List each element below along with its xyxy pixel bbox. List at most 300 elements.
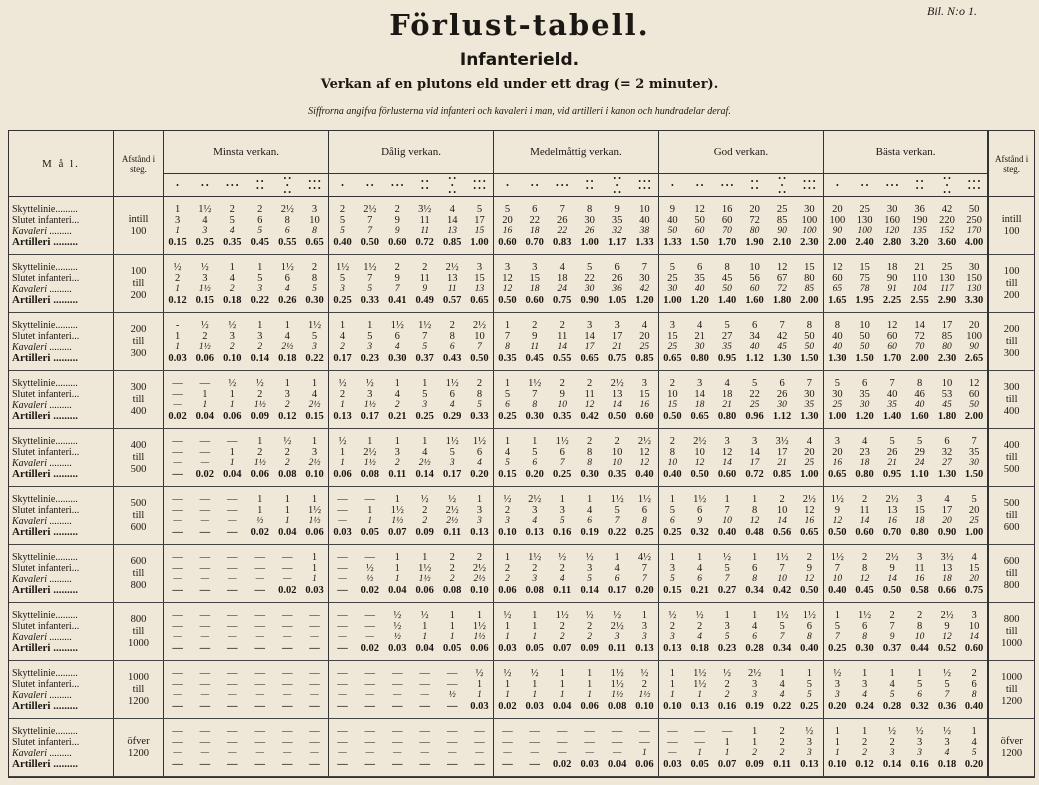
- loss-cell: [631, 603, 659, 661]
- loss-value: 3: [477, 515, 482, 526]
- loss-value: 15: [474, 225, 485, 236]
- loss-value: 6: [971, 678, 977, 690]
- loss-cell: [768, 197, 795, 255]
- loss-value: —: [337, 678, 348, 690]
- loss-value: 0.85: [635, 352, 654, 364]
- loss-value: 0.70: [525, 236, 544, 248]
- loss-value: 6: [861, 377, 868, 389]
- loss-value: 0.14: [415, 468, 434, 480]
- loss-value: 0.11: [773, 758, 791, 770]
- loss-cell: [301, 487, 329, 545]
- loss-value: 4: [697, 319, 703, 331]
- loss-value: 15: [667, 399, 678, 410]
- loss-cell: [961, 313, 989, 371]
- loss-value: —: [254, 609, 266, 621]
- loss-value: 10: [749, 261, 760, 273]
- target-label: Artilleri .........: [12, 641, 78, 654]
- loss-cell: [878, 371, 905, 429]
- loss-value: 15: [914, 504, 925, 516]
- loss-value: 16: [502, 225, 513, 236]
- loss-value: —: [446, 678, 458, 690]
- loss-value: 0.13: [333, 410, 352, 422]
- loss-value: 1: [175, 225, 180, 236]
- loss-cell: [466, 313, 494, 371]
- loss-value: 6: [670, 515, 675, 526]
- target-label: Skyttelinie.........: [12, 261, 78, 273]
- target-label: Kavaleri .........: [12, 399, 72, 411]
- loss-value: 1½: [802, 609, 816, 621]
- loss-value: 3: [752, 689, 757, 700]
- loss-value: 5: [971, 747, 977, 758]
- loss-value: 15: [804, 261, 815, 273]
- loss-value: 1: [642, 747, 647, 758]
- loss-value: 0.22: [772, 700, 792, 712]
- loss-value: —: [282, 678, 293, 690]
- loss-cell: [933, 719, 960, 777]
- loss-value: 0.03: [470, 700, 489, 712]
- loss-value: 75: [859, 272, 870, 284]
- loss-cell: [411, 545, 438, 603]
- loss-value: 0.22: [607, 526, 627, 538]
- loss-value: 70: [722, 225, 732, 236]
- loss-value: 0.06: [223, 410, 242, 422]
- loss-value: 80: [942, 341, 952, 352]
- loss-cell: [658, 255, 685, 313]
- distance-label: 600: [130, 521, 147, 533]
- loss-value: 3½: [775, 435, 789, 447]
- loss-value: 2: [862, 747, 867, 758]
- loss-value: —: [309, 700, 320, 712]
- loss-value: —: [310, 631, 319, 642]
- loss-value: 3: [202, 225, 208, 236]
- distance-label-right: 1200: [1001, 695, 1023, 707]
- loss-value: —: [254, 562, 266, 574]
- loss-value: —: [200, 689, 210, 700]
- loss-cell: [329, 313, 356, 371]
- loss-value: 7: [889, 620, 895, 632]
- loss-cell: [274, 371, 301, 429]
- loss-value: 25: [749, 399, 760, 410]
- loss-cell: [631, 719, 659, 777]
- loss-value: 1: [587, 678, 593, 690]
- loss-cell: [246, 545, 273, 603]
- loss-value: ½: [420, 493, 429, 505]
- loss-value: —: [364, 736, 376, 748]
- loss-value: 0.12: [168, 294, 187, 306]
- loss-value: 0.14: [250, 352, 269, 364]
- target-labels: [9, 197, 113, 255]
- loss-value: —: [503, 747, 512, 758]
- loss-value: 7: [394, 283, 400, 294]
- loss-value: 0.55: [278, 236, 297, 248]
- loss-cell: [631, 255, 659, 313]
- loss-value: 30: [886, 203, 898, 215]
- loss-value: 6: [751, 562, 758, 574]
- loss-value: 0.25: [828, 642, 847, 654]
- loss-cell: [933, 197, 960, 255]
- loss-value: 72: [914, 330, 925, 342]
- loss-value: 6: [449, 388, 455, 400]
- loss-value: —: [173, 631, 182, 642]
- loss-cell: [356, 371, 383, 429]
- loss-value: —: [199, 493, 211, 505]
- loss-value: 1½: [775, 551, 789, 563]
- loss-value: 0.02: [195, 468, 214, 480]
- loss-value: 3: [229, 330, 235, 342]
- distance-label-right: 200: [1003, 289, 1020, 301]
- target-label: Slutet infanteri...: [12, 562, 80, 574]
- loss-cell: [631, 661, 659, 719]
- loss-cell: [246, 719, 273, 777]
- loss-value: 27: [942, 457, 952, 468]
- loss-cell: [274, 197, 301, 255]
- loss-value: 0.23: [360, 352, 379, 364]
- loss-cell: [466, 603, 494, 661]
- loss-cell: [851, 371, 878, 429]
- dice-header: • • •: [713, 174, 740, 197]
- loss-cell: [603, 255, 630, 313]
- distance-label-right: till: [1005, 393, 1018, 405]
- loss-value: 5: [229, 214, 235, 226]
- loss-value: 21: [722, 399, 732, 410]
- loss-value: 170: [966, 225, 982, 236]
- loss-value: 0.95: [882, 468, 902, 480]
- loss-cell: [301, 603, 329, 661]
- loss-cell: [219, 255, 246, 313]
- loss-cell: [741, 661, 768, 719]
- loss-value: 6: [697, 261, 703, 273]
- distance-label-right: till: [1005, 567, 1018, 579]
- loss-value: 2½: [885, 493, 899, 505]
- loss-value: 2: [697, 620, 703, 632]
- loss-value: 0.03: [168, 352, 187, 364]
- loss-value: 5: [971, 493, 977, 505]
- loss-value: 2½: [308, 399, 321, 410]
- distance-cell: [113, 719, 163, 777]
- loss-value: 2: [394, 399, 400, 410]
- loss-value: 5: [916, 435, 923, 447]
- loss-value: 0.80: [717, 410, 737, 422]
- loss-cell: [301, 661, 329, 719]
- loss-value: 0.12: [278, 410, 297, 422]
- loss-value: —: [227, 526, 238, 538]
- loss-cell: [713, 545, 740, 603]
- loss-value: 2: [229, 203, 235, 215]
- loss-cell: [329, 719, 356, 777]
- loss-value: 32: [612, 225, 622, 236]
- loss-value: 7: [367, 225, 373, 236]
- loss-value: 1.12: [745, 352, 764, 364]
- loss-value: 12: [804, 504, 815, 516]
- loss-value: 10: [832, 573, 843, 584]
- loss-value: —: [310, 747, 319, 758]
- loss-value: —: [283, 631, 292, 642]
- page-subtitle: Infanterield.: [459, 50, 580, 70]
- loss-value: 2½: [280, 203, 294, 215]
- loss-value: 100: [801, 214, 818, 226]
- loss-value: 9: [394, 214, 400, 226]
- loss-value: 2.00: [910, 352, 929, 364]
- loss-cell: [521, 255, 548, 313]
- loss-cell: [851, 313, 878, 371]
- loss-value: 9: [944, 620, 950, 632]
- loss-value: —: [309, 609, 320, 621]
- loss-value: 1: [669, 551, 676, 563]
- loss-cell: [493, 313, 520, 371]
- loss-value: 0.19: [745, 700, 764, 712]
- loss-value: 45: [942, 399, 952, 410]
- loss-cell: [329, 255, 356, 313]
- loss-value: 1.20: [690, 294, 709, 306]
- loss-value: 2: [339, 388, 346, 400]
- loss-value: 0.40: [828, 584, 847, 596]
- loss-value: 13: [447, 225, 457, 236]
- loss-cell: [219, 313, 246, 371]
- loss-value: 2: [476, 377, 483, 389]
- loss-value: —: [364, 620, 376, 632]
- target-label: Artilleri .........: [12, 699, 78, 712]
- loss-value: —: [639, 725, 650, 737]
- loss-value: 4: [806, 435, 812, 447]
- loss-cell: [878, 545, 905, 603]
- loss-value: ½: [888, 725, 897, 737]
- loss-value: 20: [749, 203, 760, 215]
- distance-label-right: 200: [1003, 323, 1020, 335]
- loss-value: —: [199, 551, 211, 563]
- loss-value: 1: [422, 377, 428, 389]
- loss-value: —: [254, 584, 266, 596]
- loss-value: 0.30: [580, 468, 599, 480]
- loss-value: 14: [777, 515, 787, 526]
- loss-value: —: [364, 493, 376, 505]
- loss-cell: [493, 429, 520, 487]
- loss-value: 53: [941, 388, 953, 400]
- loss-cell: [438, 719, 465, 777]
- loss-value: —: [172, 678, 183, 690]
- loss-value: 3: [476, 504, 483, 516]
- loss-value: 7: [971, 435, 977, 447]
- target-label: Skyttelinie.........: [12, 377, 78, 389]
- loss-value: 5: [724, 562, 730, 574]
- dice-header: •: [658, 174, 685, 197]
- loss-value: 3: [641, 620, 648, 632]
- loss-cell: [246, 487, 273, 545]
- loss-value: 0.10: [305, 468, 324, 480]
- loss-value: 6: [587, 515, 593, 526]
- loss-value: 7: [642, 573, 647, 584]
- target-label: Artilleri .........: [12, 235, 78, 248]
- loss-value: 2.65: [964, 352, 984, 364]
- loss-value: 1: [340, 457, 345, 468]
- loss-value: 2: [587, 435, 593, 447]
- loss-value: 0.02: [360, 584, 379, 596]
- loss-cell: [164, 545, 191, 603]
- loss-cell: [741, 429, 768, 487]
- loss-value: —: [393, 689, 402, 700]
- loss-value: 1: [669, 667, 676, 679]
- loss-value: 1.00: [828, 410, 847, 422]
- loss-value: 0.17: [607, 584, 627, 596]
- loss-value: 3: [340, 283, 345, 294]
- loss-cell: [274, 603, 301, 661]
- loss-value: 5: [806, 689, 812, 700]
- loss-value: 8: [642, 515, 647, 526]
- loss-value: 1: [697, 747, 702, 758]
- target-label: Slutet infanteri...: [12, 214, 80, 226]
- loss-value: 9: [559, 388, 565, 400]
- loss-value: 0.25: [800, 700, 819, 712]
- target-labels: [9, 313, 113, 371]
- col-header-distance-right: Afstånd i steg.: [988, 131, 1034, 197]
- loss-value: 4: [532, 515, 538, 526]
- loss-value: 4: [944, 493, 950, 505]
- loss-value: 0.17: [333, 352, 352, 364]
- loss-value: 1.70: [882, 352, 902, 364]
- loss-value: 18: [942, 573, 952, 584]
- loss-cell: [274, 255, 301, 313]
- loss-cell: [961, 719, 989, 777]
- loss-value: —: [419, 667, 430, 679]
- loss-value: 0.17: [360, 410, 379, 422]
- loss-value: 7: [944, 689, 950, 700]
- loss-value: 1: [284, 319, 290, 331]
- loss-cell: [741, 603, 768, 661]
- loss-value: 2: [449, 562, 455, 574]
- loss-value: 104: [912, 283, 927, 294]
- target-labels: [9, 487, 113, 545]
- loss-cell: [823, 545, 850, 603]
- loss-value: —: [556, 725, 568, 737]
- loss-value: 1: [916, 667, 923, 679]
- loss-value: 10: [941, 377, 953, 389]
- loss-cell: [191, 255, 218, 313]
- loss-cell: [521, 429, 548, 487]
- loss-value: ½: [338, 377, 347, 389]
- loss-value: ½: [283, 435, 292, 447]
- loss-value: 10: [309, 214, 320, 226]
- loss-cell: [219, 487, 246, 545]
- loss-value: 1½: [335, 261, 350, 273]
- loss-value: 1: [202, 388, 208, 400]
- loss-cell: [274, 719, 301, 777]
- loss-value: 1: [861, 667, 868, 679]
- distance-cell: [113, 197, 163, 255]
- loss-value: 14: [612, 399, 622, 410]
- distance-cell: [113, 313, 163, 371]
- loss-cell: [686, 719, 713, 777]
- loss-value: —: [337, 620, 348, 632]
- loss-value: 12: [749, 515, 760, 526]
- loss-value: 50: [667, 225, 678, 236]
- loss-cell: [576, 487, 603, 545]
- loss-value: ½: [558, 551, 567, 563]
- loss-cell: [906, 545, 933, 603]
- loss-value: —: [255, 689, 265, 700]
- loss-value: 7: [422, 330, 428, 342]
- loss-value: 2: [641, 678, 648, 690]
- loss-cell: [301, 255, 329, 313]
- loss-value: —: [283, 747, 292, 758]
- loss-cell: [356, 487, 383, 545]
- loss-value: 1: [340, 399, 345, 410]
- loss-cell: [741, 371, 768, 429]
- loss-value: 0.40: [800, 642, 819, 654]
- loss-value: —: [199, 562, 211, 574]
- loss-cell: [686, 197, 713, 255]
- loss-value: 1: [559, 689, 565, 700]
- loss-value: —: [199, 667, 211, 679]
- table-heading: Verkan af en plutons eld under ett drag (= 2 minuter).: [320, 77, 719, 92]
- loss-value: 2½: [445, 261, 459, 273]
- loss-value: 26: [556, 214, 568, 226]
- loss-value: 3: [422, 399, 428, 410]
- loss-value: 3.20: [910, 236, 929, 248]
- loss-value: 0.65: [663, 352, 682, 364]
- loss-cell: [603, 313, 630, 371]
- loss-value: 0.03: [525, 700, 544, 712]
- loss-value: 14: [859, 515, 870, 526]
- loss-cell: [823, 197, 850, 255]
- loss-cell: [493, 545, 520, 603]
- loss-value: 0.80: [690, 352, 709, 364]
- loss-cell: [933, 545, 960, 603]
- loss-value: 6: [476, 446, 483, 458]
- loss-value: 30: [667, 283, 678, 294]
- loss-value: 0.17: [443, 468, 462, 480]
- loss-value: —: [227, 736, 238, 748]
- loss-value: 2½: [610, 620, 624, 632]
- loss-value: 0.35: [223, 236, 242, 248]
- loss-value: 0.36: [937, 700, 957, 712]
- loss-value: 5: [340, 225, 345, 236]
- distance-label: till: [132, 277, 145, 289]
- loss-value: 0.28: [882, 700, 902, 712]
- appendix-label: Bil. N:o 1.: [927, 4, 977, 18]
- loss-value: 85: [804, 283, 815, 294]
- loss-value: —: [474, 736, 485, 748]
- loss-value: 1: [587, 689, 593, 700]
- loss-value: —: [172, 584, 183, 596]
- loss-value: 0.30: [305, 294, 324, 306]
- target-labels: [9, 545, 113, 603]
- loss-cell: [741, 545, 768, 603]
- target-labels: [9, 661, 113, 719]
- loss-value: 0.26: [278, 294, 297, 306]
- loss-value: —: [365, 747, 374, 758]
- loss-value: 0.25: [498, 410, 517, 422]
- loss-value: 2: [779, 493, 785, 505]
- loss-value: 10: [474, 330, 485, 342]
- loss-value: —: [667, 725, 678, 737]
- loss-value: —: [199, 526, 211, 538]
- loss-value: 4.00: [964, 236, 984, 248]
- loss-value: 45: [721, 272, 733, 284]
- loss-value: 30: [969, 457, 979, 468]
- loss-value: 10: [612, 457, 622, 468]
- loss-value: 0.60: [498, 236, 517, 248]
- loss-value: 4: [724, 377, 730, 389]
- loss-value: 1: [504, 435, 511, 447]
- loss-value: 23: [859, 446, 870, 458]
- loss-value: 1½: [363, 399, 376, 410]
- loss-value: 1.30: [800, 410, 819, 422]
- loss-value: 4: [641, 319, 648, 331]
- loss-cell: [493, 603, 520, 661]
- loss-value: 2: [559, 631, 565, 642]
- loss-value: 0.37: [415, 352, 434, 364]
- loss-value: 1: [394, 377, 400, 389]
- loss-value: 2: [174, 272, 181, 284]
